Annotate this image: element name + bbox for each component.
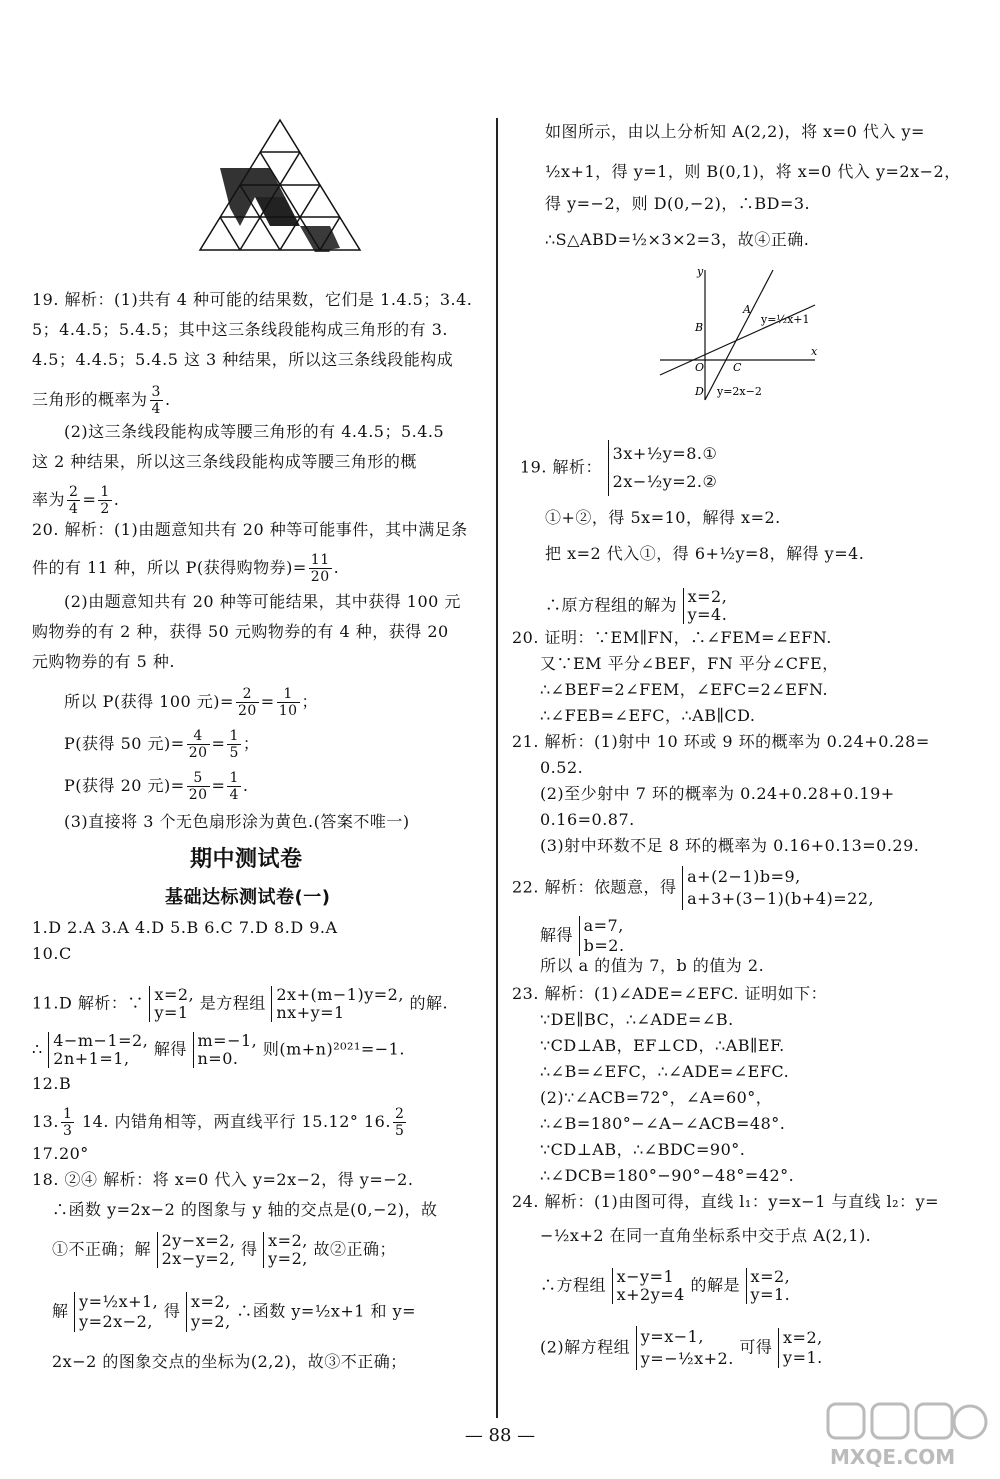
triangle-grid-figure xyxy=(195,115,365,255)
q20-line4: 购物券的有 2 种，获得 50 元购物券的有 4 种，获得 20 xyxy=(32,622,449,641)
q19-line2: 5；4.4.5；5.4.5；其中这三条线段能构成三角形的有 3. xyxy=(32,320,448,339)
section-subtitle: 基础达标测试卷(一) xyxy=(165,887,331,908)
q20-line5: 元购物券的有 5 种. xyxy=(32,652,175,671)
q18-line3: ①不正确；解 2y−x=2, 2x−y=2, 得 x=2, y=2, 故②正确； xyxy=(52,1231,396,1268)
q23-line3: ∵CD⊥AB，EF⊥CD，∴AB∥EF. xyxy=(540,1036,785,1055)
q23-line4: ∴∠B=∠EFC，∴∠ADE=∠EFC. xyxy=(540,1062,790,1081)
q23-line2: ∵DE∥BC，∴∠ADE=∠B. xyxy=(540,1010,734,1029)
answers-13-16: 13. $\frac{1}{3}$ 14. 内错角相等，两直线平行 15.12° 16. $\frac{2}{5}$ xyxy=(32,1106,405,1139)
q11-line2: ∴ 4−m−1=2, 2n+1=1, 解得 m=−1, n=0. 则(m+n)²⁰²¹=−1. xyxy=(32,1031,405,1068)
q19-right-line2: 把 x=2 代入①，得 6+½y=8，解得 y=4. xyxy=(545,544,865,563)
q18-line4: 解 y=½x+1, y=2x−2, 得 x=2, y=2, ∴函数 y=½x+1 和 y= xyxy=(52,1292,417,1331)
q18-line1: 18. ②④ 解析：将 x=0 代入 y=2x−2，得 y=−2. xyxy=(32,1170,414,1189)
q20-line7: P(获得 50 元)= $\frac{4}{20}$ = $\frac{1}{5}$ ； xyxy=(64,728,260,761)
q22-line1: 22. 解析：依题意，得 a+(2−1)b=9, a+3+(3−1)(b+4)=22, xyxy=(512,867,875,908)
q20-line1: 20. 解析：(1)由题意知共有 20 种等可能事件，其中满足条 xyxy=(32,520,468,539)
graph-y-label: y xyxy=(697,265,704,278)
q18c-line1: 如图所示，由以上分析知 A(2,2)，将 x=0 代入 y= xyxy=(545,122,925,141)
graph-line1-label: y=½x+1 xyxy=(761,313,810,326)
q22-line2: 解得 a=7, b=2. xyxy=(540,916,625,955)
q22-line3: 所以 a 的值为 7，b 的值为 2. xyxy=(540,956,765,975)
q20-line6: 所以 P(获得 100 元)= $\frac{2}{20}$ = $\frac{1}{10}$ ； xyxy=(64,686,319,719)
q20-right-line3: ∴∠BEF=2∠FEM，∠EFC=2∠EFN. xyxy=(540,680,829,699)
q23-line7: ∵CD⊥AB，∴∠BDC=90°. xyxy=(540,1140,746,1159)
q23-line1: 23. 解析：(1)∠ADE=∠EFC. 证明如下： xyxy=(512,984,828,1003)
q11-line1: 11.D 解析：∵ x=2, y=1 是方程组 2x+(m−1)y=2, nx+y=1 的解. xyxy=(32,985,449,1022)
graph-point-c: C xyxy=(733,361,742,374)
q20-line2: 件的有 11 种，所以 P(获得购物券)= $\frac{11}{20}$ . xyxy=(32,552,340,585)
q18c-line2: ½x+1，得 y=1，则 B(0,1)，将 x=0 代入 y=2x−2， xyxy=(545,162,961,181)
section-title: 期中测试卷 xyxy=(190,847,303,872)
graph-point-d: D xyxy=(695,385,704,398)
q21-line5: (3)射中环数不足 8 环的概率为 0.16+0.13=0.29. xyxy=(540,836,920,855)
graph-point-a: A xyxy=(743,303,751,316)
page-number: — 88 — xyxy=(464,1425,536,1446)
q19-right-line3: ∴原方程组的解为 x=2, y=4. xyxy=(545,587,728,624)
answer-10: 10.C xyxy=(32,944,72,963)
q19-line3: 4.5；4.4.5；5.4.5 这 3 种结果，所以这三条线段能构成 xyxy=(32,350,454,369)
q19-right: 19. 解析： 3x+½y=8.① 2x−½y=2.② xyxy=(520,440,717,496)
q23-line6: ∴∠B=180°−∠A−∠ACB=48°. xyxy=(540,1114,786,1133)
graph-line2-label: y=2x−2 xyxy=(717,385,762,398)
graph-origin: O xyxy=(695,361,705,374)
q19-right-line1: ①+②，得 5x=10，解得 x=2. xyxy=(545,508,781,527)
q18-line2: ∴函数 y=2x−2 的图象与 y 轴的交点是(0,−2)，故 xyxy=(52,1200,438,1219)
column-divider xyxy=(496,118,498,1418)
q21-line4: 0.16=0.87. xyxy=(540,810,635,829)
q20-line9: (3)直接将 3 个无色扇形涂为黄色.(答案不唯一) xyxy=(64,812,410,831)
svg-text:MXQE.COM: MXQE.COM xyxy=(830,1445,956,1469)
q20-right-line1: 20. 证明：∵EM∥FN，∴∠FEM=∠EFN. xyxy=(512,628,832,647)
q20-line3: (2)由题意知共有 20 种等可能结果，其中获得 100 元 xyxy=(64,592,461,611)
q20-right-line4: ∴∠FEB=∠EFC，∴AB∥CD. xyxy=(540,706,756,725)
q19-line5: (2)这三条线段能构成等腰三角形的有 4.4.5；5.4.5 xyxy=(64,422,445,441)
q19-line1: 19. 解析：(1)共有 4 种可能的结果数，它们是 1.4.5；3.4. xyxy=(32,290,473,309)
coordinate-graph xyxy=(655,265,825,405)
answers-1-9: 1.D 2.A 3.A 4.D 5.B 6.C 7.D 8.D 9.A xyxy=(32,918,338,937)
q19-line6: 这 2 种结果，所以这三条线段能构成等腰三角形的概 xyxy=(32,452,417,471)
answer-12: 12.B xyxy=(32,1074,72,1093)
q24-line1: 24. 解析：(1)由图可得，直线 l₁：y=x−1 与直线 l₂：y= xyxy=(512,1192,940,1211)
q21-line2: 0.52. xyxy=(540,758,584,777)
q23-line5: (2)∵∠ACB=72°，∠A=60°， xyxy=(540,1088,773,1107)
watermark-logo xyxy=(820,1400,990,1470)
q19-line4: 三角形的概率为 $\frac{3}{4}$ . xyxy=(32,384,171,417)
q20-right-line2: 又∵EM 平分∠BEF，FN 平分∠CFE， xyxy=(540,654,839,673)
q21-line1: 21. 解析：(1)射中 10 环或 9 环的概率为 0.24+0.28= xyxy=(512,732,930,751)
q21-line3: (2)至少射中 7 环的概率为 0.24+0.28+0.19+ xyxy=(540,784,895,803)
q23-line8: ∴∠DCB=180°−90°−48°=42°. xyxy=(540,1166,795,1185)
graph-x-label: x xyxy=(811,345,818,358)
q18-line5: 2x−2 的图象交点的坐标为(2,2)，故③不正确； xyxy=(52,1352,407,1371)
q19-line7: 率为 $\frac{2}{4}$ = $\frac{1}{2}$ . xyxy=(32,484,120,517)
q18c-line3: 得 y=−2，则 D(0,−2)，∴BD=3. xyxy=(545,194,811,213)
q24-line2: −½x+2 在同一直角坐标系中交于点 A(2,1). xyxy=(540,1226,872,1245)
answer-17: 17.20° xyxy=(32,1144,89,1163)
q20-line8: P(获得 20 元)= $\frac{5}{20}$ = $\frac{1}{4}$ . xyxy=(64,770,249,803)
q24-line4: (2)解方程组 y=x−1, y=−½x+2. 可得 x=2, y=1. xyxy=(540,1327,823,1368)
q18c-line4: ∴S△ABD=½×3×2=3，故④正确. xyxy=(545,230,810,249)
graph-point-b: B xyxy=(695,321,704,334)
q24-line3: ∴方程组 x−y=1 x+2y=4 的解是 x=2, y=1. xyxy=(540,1267,791,1304)
